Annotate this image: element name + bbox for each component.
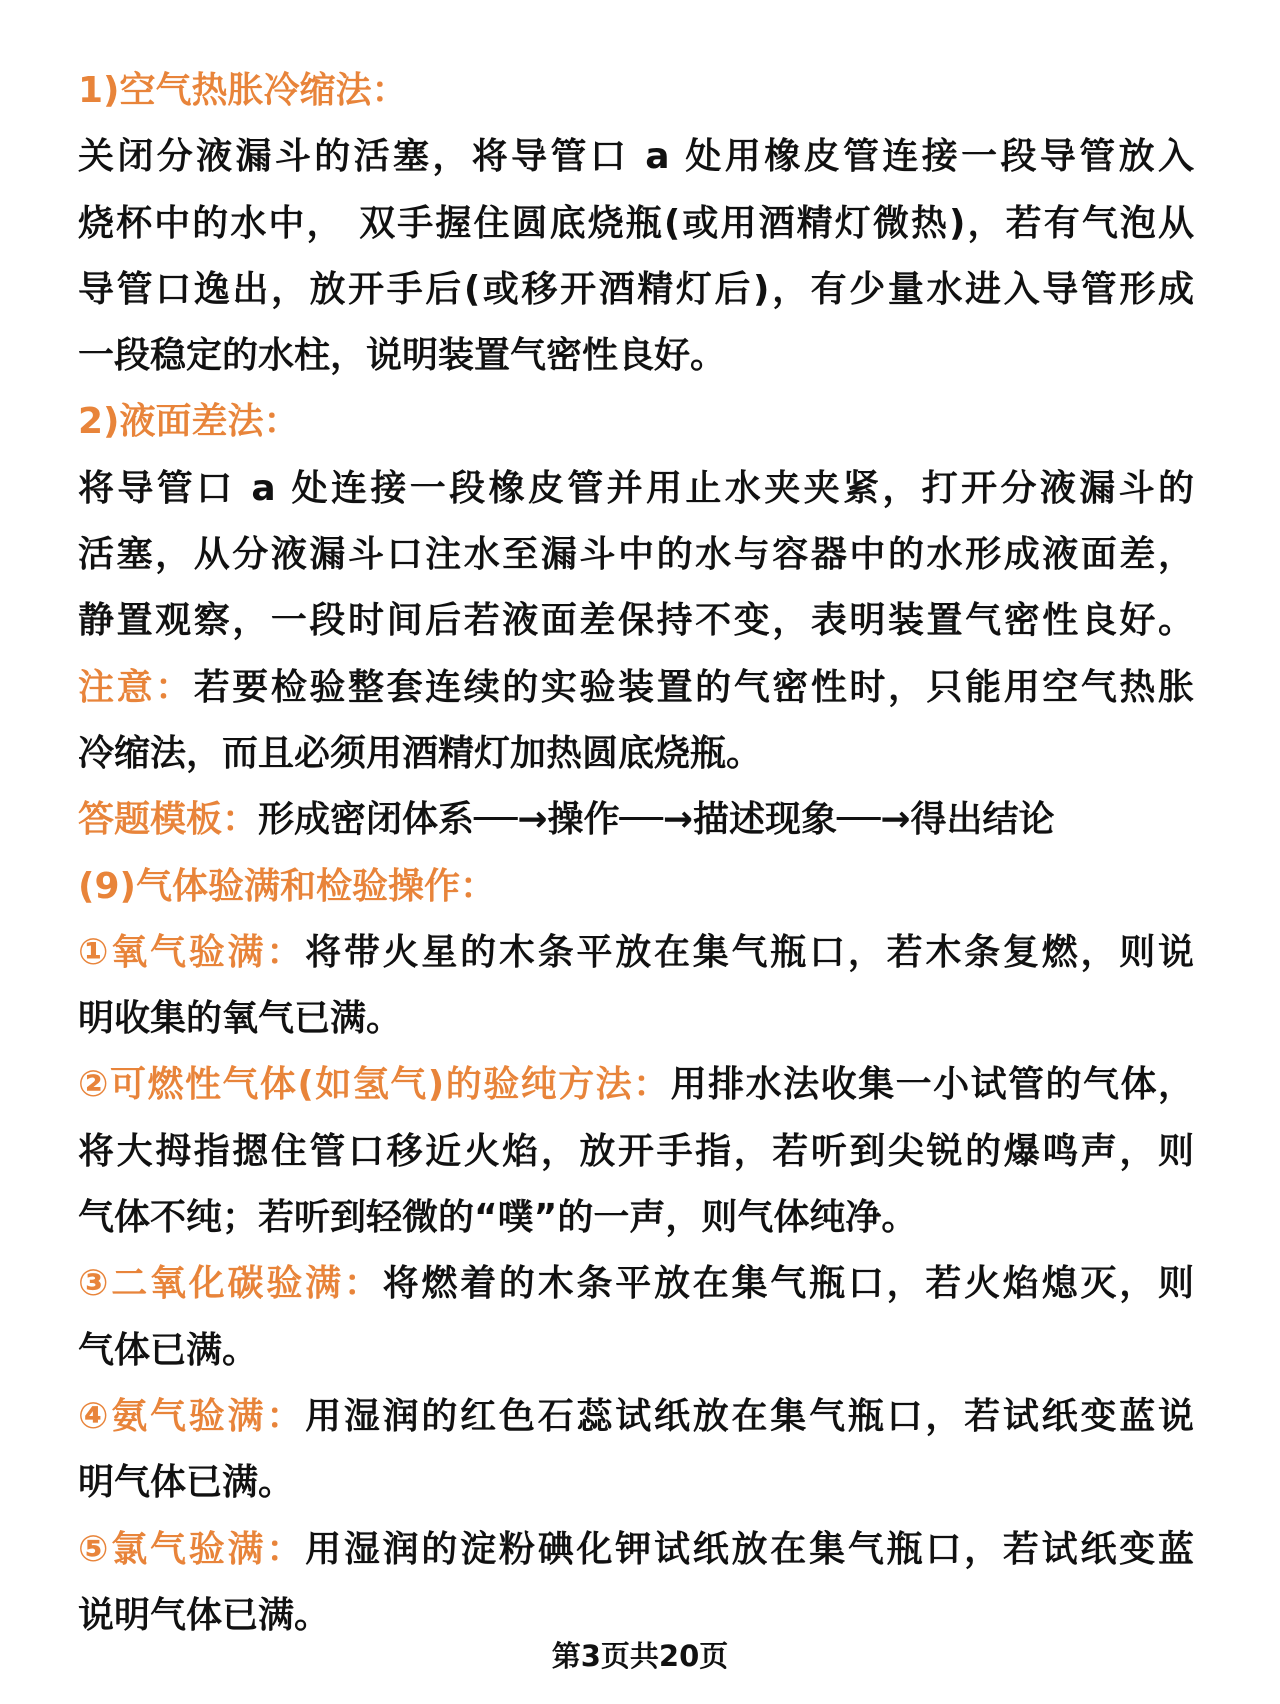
body-text: 将大拇指摁住管口移近火焰，放开手指，若听到尖锐的爆鸣声，则: [78, 1130, 1194, 1172]
section-label: 注意：: [78, 666, 194, 708]
body-text: 用湿润的红色石蕊试纸放在集气瓶口，若试纸变蓝说: [305, 1395, 1194, 1437]
body-text: 用排水法收集一小试管的气体，: [670, 1064, 1194, 1106]
text-line: [78, 1384, 1194, 1450]
body-text: 若要检验整套连续的实验装置的气密性时，只能用空气热胀: [193, 666, 1194, 708]
section-label: 答题模板：: [78, 799, 259, 841]
body-text: 活塞，从分液漏斗口注水至漏斗中的水与容器中的水形成液面差，: [78, 534, 1194, 576]
body-text: 烧杯中的水中， 双手握住圆底烧瓶(或用酒精灯微热)，若有气泡从: [78, 202, 1194, 244]
section-label: ④氨气验满：: [78, 1395, 306, 1437]
text-line: [78, 787, 1194, 853]
body-text: 气体已满。: [78, 1329, 259, 1371]
text-line: [78, 920, 1194, 986]
section-label: 1)空气热胀冷缩法：: [78, 70, 408, 111]
text-line: [78, 1185, 1194, 1251]
text-line: [78, 124, 1194, 190]
body-text: 冷缩法，而且必须用酒精灯加热圆底烧瓶。: [78, 732, 763, 774]
page-number: 第3页共20页: [551, 1639, 729, 1673]
text-line: [78, 1251, 1194, 1317]
body-text: 关闭分液漏斗的活塞，将导管口 a 处用橡皮管连接一段导管放入: [78, 136, 1194, 178]
body-text: 将燃着的木条平放在集气瓶口，若火焰熄灭，则: [382, 1263, 1194, 1305]
body-text: 将导管口 a 处连接一段橡皮管并用止水夹夹紧，打开分液漏斗的: [78, 467, 1194, 509]
text-line: [78, 323, 1194, 389]
text-line: [78, 854, 1194, 920]
text-line: [78, 655, 1194, 721]
text-line: [78, 58, 1194, 124]
text-line: [78, 1517, 1194, 1583]
section-label: ⑤氯气验满：: [78, 1528, 306, 1570]
section-label: 2)液面差法：: [78, 401, 300, 443]
text-line: [78, 456, 1194, 522]
body-text: 气体不纯；若听到轻微的“噗”的一声，则气体纯净。: [78, 1197, 918, 1239]
text-line: [78, 1318, 1194, 1384]
section-label: ②可燃性气体(如氢气)的验纯方法：: [78, 1064, 671, 1106]
body-text: 明收集的氧气已满。: [78, 998, 403, 1040]
section-label: ③二氧化碳验满：: [78, 1263, 383, 1305]
text-line: [78, 522, 1194, 588]
body-text: 用湿润的淀粉碘化钾试纸放在集气瓶口，若试纸变蓝: [305, 1528, 1194, 1570]
body-text: 导管口逸出，放开手后(或移开酒精灯后)，有少量水进入导管形成: [78, 268, 1194, 310]
text-line: [78, 588, 1194, 654]
text-line: [78, 191, 1194, 257]
body-text: 将带火星的木条平放在集气瓶口，若木条复燃，则说: [305, 931, 1194, 973]
section-label: (9)气体验满和检验操作：: [78, 865, 496, 907]
body-text: 一段稳定的水柱，说明装置气密性良好。: [78, 335, 727, 377]
body-text: 静置观察，一段时间后若液面差保持不变，表明装置气密性良好。: [78, 600, 1194, 642]
text-line: [78, 986, 1194, 1052]
body-text: 形成密闭体系──→操作──→描述现象──→得出结论: [258, 799, 1055, 841]
text-line: [78, 389, 1194, 455]
document-body: [78, 58, 1194, 1649]
section-label: ①氧气验满：: [78, 931, 306, 973]
text-line: [78, 1119, 1194, 1185]
text-line: [78, 1450, 1194, 1516]
body-text: 明气体已满。: [78, 1462, 295, 1504]
body-text: 说明气体已满。: [78, 1594, 331, 1636]
text-line: [78, 1052, 1194, 1118]
text-line: [78, 257, 1194, 323]
text-line: [78, 721, 1194, 787]
